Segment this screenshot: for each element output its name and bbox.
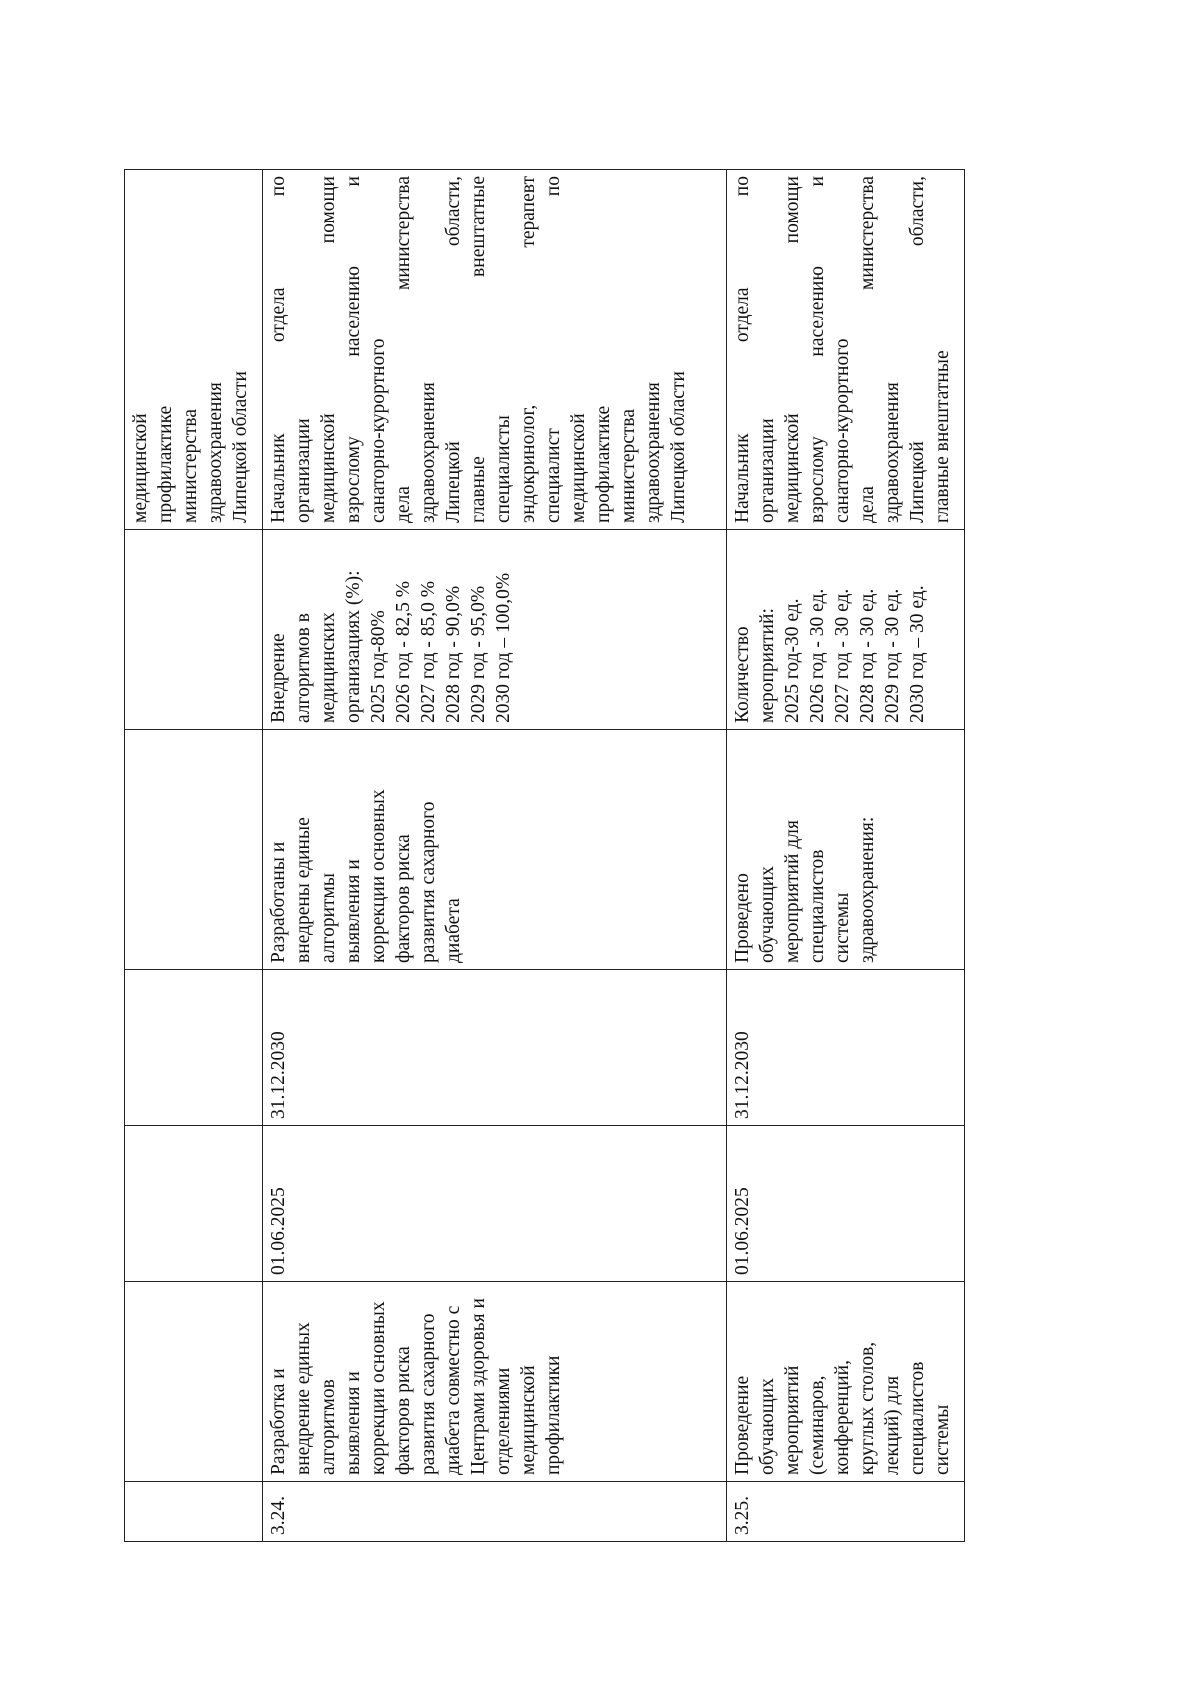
cell-text-line: 2028 год - 90,0% <box>443 585 464 723</box>
cell-responsible <box>727 170 965 530</box>
cell-text-line: санаторно-курортного <box>368 338 389 523</box>
cell-text-line: факторов риска <box>393 1346 414 1475</box>
cell-name <box>727 1282 965 1482</box>
cell-text-line: внедрены единые <box>293 817 314 963</box>
action-plan-table <box>124 169 965 1542</box>
cell-text-line: 2030 год – 100,0% <box>493 572 514 723</box>
cell-number <box>125 1482 263 1542</box>
cell-text-line: здравоохранения <box>418 382 439 523</box>
cell-text-line: министерства <box>180 408 201 523</box>
cell-text-line: Проведение <box>732 1375 753 1475</box>
cell-end-date: 31.12.2030 <box>263 970 727 1126</box>
cell-text-line: обучающих <box>757 1378 778 1475</box>
cell-text-line: алгоритмов в <box>293 613 314 723</box>
cell-text-line: медицинских <box>318 612 339 723</box>
cell-indicator <box>263 530 727 730</box>
cell-text-line: алгоритмов <box>318 1379 339 1475</box>
cell-start-date: 01.06.2025 <box>263 1126 727 1282</box>
cell-text-line: 2030 год – 30 ед. <box>907 585 928 723</box>
cell-number: 3.24. <box>263 1482 727 1542</box>
cell-text-line: здравоохранения <box>882 382 903 523</box>
cell-responsible <box>125 170 263 530</box>
cell-result <box>263 730 727 970</box>
cell-text-line: Разработаны и <box>268 841 289 963</box>
cell-text-line: 2026 год - 30 ед. <box>807 588 828 723</box>
cell-text-line: 2029 год - 95,0% <box>468 585 489 723</box>
cell-text-line: диабета <box>443 898 464 963</box>
cell-text-line: Липецкой области, <box>443 176 464 523</box>
cell-text-line: профилактики <box>543 1355 564 1475</box>
cell-text-line: 2025 год-30 ед. <box>782 598 803 723</box>
cell-text-line: эндокринолог, терапевт <box>518 176 539 523</box>
cell-text-line: Количество <box>732 626 753 723</box>
cell-text-line: Начальник отдела по <box>268 176 289 523</box>
table-row <box>263 170 727 1542</box>
rotated-document-page <box>124 170 964 1542</box>
cell-text-line: коррекции основных <box>368 1301 389 1475</box>
cell-text-line: медицинской помощи <box>782 176 803 523</box>
cell-text-line: внедрение единых <box>293 1322 314 1475</box>
cell-text-line: медицинской <box>130 413 151 523</box>
cell-text-line: специалистов <box>807 849 828 963</box>
cell-responsible <box>263 170 727 530</box>
cell-text-line: диабета совместно с <box>443 1305 464 1475</box>
cell-number: 3.25. <box>727 1482 965 1542</box>
cell-text-line: лекций) для <box>882 1375 903 1475</box>
cell-text-line: Проведено <box>732 873 753 963</box>
cell-start-date <box>125 1126 263 1282</box>
cell-text-line: развития сахарного <box>418 1313 439 1475</box>
cell-text-line: профилактике <box>593 405 614 523</box>
cell-text-line: мероприятий: <box>757 608 778 723</box>
cell-text-line: здравоохранения <box>205 382 226 523</box>
cell-text-line: организации <box>293 418 314 523</box>
cell-text-line: (семинаров, <box>807 1375 828 1475</box>
cell-text-line: взрослому населению и <box>343 176 364 523</box>
cell-text-line: организациях (%): <box>343 570 364 723</box>
cell-text-line: дела министерства <box>857 176 878 523</box>
cell-text-line: медицинской <box>518 1365 539 1475</box>
cell-text-line: мероприятий для <box>782 820 803 963</box>
cell-text-line: выявления и <box>343 859 364 963</box>
cell-text-line: санаторно-курортного <box>832 338 853 523</box>
cell-text-line: 2027 год - 30 ед. <box>832 588 853 723</box>
cell-text-line: Липецкой области <box>668 371 689 523</box>
cell-text-line: круглых столов, <box>857 1341 878 1475</box>
cell-text-line: системы <box>932 1404 953 1475</box>
cell-text-line: здравоохранения <box>643 382 664 523</box>
cell-text-line: алгоритмы <box>318 873 339 963</box>
cell-text-line: профилактике <box>155 405 176 523</box>
cell-text-line: Разработка и <box>268 1368 289 1475</box>
cell-text-line: коррекции основных <box>368 789 389 963</box>
cell-name <box>263 1282 727 1482</box>
cell-end-date: 31.12.2030 <box>727 970 965 1126</box>
cell-text-line: здравоохранения: <box>857 816 878 963</box>
cell-text-line: 2029 год - 30 ед. <box>882 588 903 723</box>
cell-text-line: развития сахарного <box>418 801 439 963</box>
cell-text-line: взрослому населению и <box>807 176 828 523</box>
cell-text-line: отделениями <box>493 1367 514 1475</box>
cell-text-line: факторов риска <box>393 834 414 963</box>
cell-text-line: Липецкой области <box>230 371 251 523</box>
cell-text-line: главные внештатные <box>468 176 489 523</box>
cell-indicator <box>125 530 263 730</box>
cell-result <box>727 730 965 970</box>
cell-name <box>125 1282 263 1482</box>
cell-text-line: Начальник отдела по <box>732 176 753 523</box>
cell-result <box>125 730 263 970</box>
cell-text-line: организации <box>757 418 778 523</box>
table-row-continuation <box>125 170 263 1542</box>
cell-text-line: обучающих <box>757 866 778 963</box>
cell-text-line: главные внештатные <box>932 350 953 523</box>
cell-text-line: мероприятий <box>782 1365 803 1475</box>
cell-text-line: Внедрение <box>268 633 289 723</box>
cell-text-line: специалист по <box>543 176 564 523</box>
cell-text-line: 2028 год - 30 ед. <box>857 588 878 723</box>
cell-text-line: специалисты <box>493 415 514 523</box>
cell-text-line: специалистов <box>907 1361 928 1475</box>
cell-text-line: конференций, <box>832 1360 853 1475</box>
cell-text-line: Липецкой области, <box>907 176 928 523</box>
cell-text-line: системы <box>832 892 853 963</box>
cell-text-line: медицинской помощи <box>318 176 339 523</box>
cell-start-date: 01.06.2025 <box>727 1126 965 1282</box>
cell-text-line: дела министерства <box>393 176 414 523</box>
cell-text-line: Центрами здоровья и <box>468 1298 489 1475</box>
cell-text-line: 2025 год-80% <box>368 610 389 723</box>
table-row <box>727 170 965 1542</box>
cell-text-line: 2026 год - 82,5 % <box>393 581 414 723</box>
cell-text-line: 2027 год - 85,0 % <box>418 581 439 723</box>
cell-text-line: министерства <box>618 408 639 523</box>
cell-end-date <box>125 970 263 1126</box>
cell-text-line: медицинской <box>568 413 589 523</box>
cell-text-line: выявления и <box>343 1371 364 1475</box>
cell-indicator <box>727 530 965 730</box>
